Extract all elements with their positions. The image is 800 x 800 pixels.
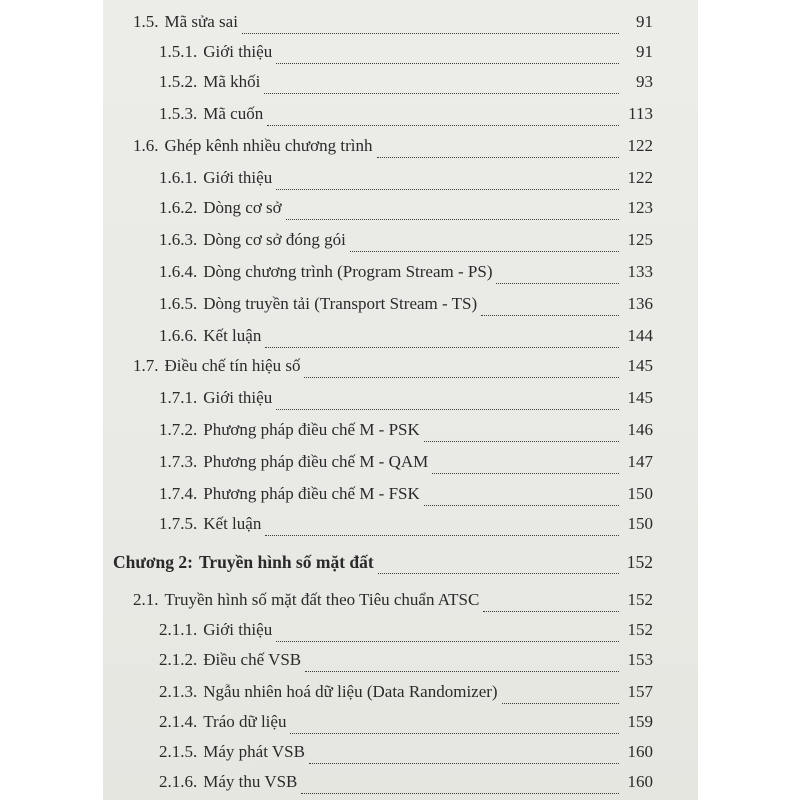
- toc-number: 2.1.5.: [159, 742, 198, 761]
- dot-leader: [276, 640, 619, 642]
- toc-page-number: 136: [627, 294, 653, 313]
- toc-page-number: 150: [627, 514, 653, 533]
- toc-title: Dòng cơ sở đóng gói: [203, 230, 346, 249]
- toc-subsection-entry: [159, 682, 653, 708]
- toc-title: Dòng truyền tải (Transport Stream - TS): [203, 294, 478, 313]
- toc-chapter-entry: [113, 552, 653, 578]
- toc-title: Phương pháp điều chế M - PSK: [203, 420, 420, 439]
- dot-leader: [481, 314, 619, 316]
- toc-subsection-entry: [159, 712, 653, 738]
- table-of-contents: [103, 0, 698, 800]
- toc-number: 1.5.: [133, 12, 159, 31]
- toc-title: Mã khối: [203, 72, 261, 91]
- toc-subsection-entry: [159, 104, 653, 130]
- toc-section-entry: [133, 590, 653, 616]
- toc-page-number: 91: [636, 12, 653, 31]
- toc-subsection-entry: [159, 168, 653, 194]
- toc-number: 1.7.4.: [159, 484, 198, 503]
- dot-leader: [290, 732, 619, 734]
- toc-page-number: 144: [627, 326, 653, 345]
- toc-number: 1.5.2.: [159, 72, 198, 91]
- toc-title: Điều chế tín hiệu số: [164, 356, 301, 375]
- dot-leader: [305, 670, 619, 672]
- toc-number: 1.7.: [133, 356, 159, 375]
- toc-subsection-entry: [159, 420, 653, 446]
- toc-page-number: 160: [627, 772, 653, 791]
- toc-title: Máy thu VSB: [203, 772, 298, 791]
- toc-title: Giới thiệu: [203, 42, 273, 61]
- toc-number: 1.7.2.: [159, 420, 198, 439]
- dot-leader: [378, 572, 619, 574]
- dot-leader: [276, 408, 619, 410]
- toc-subsection-entry: [159, 42, 653, 68]
- dot-leader: [301, 792, 619, 794]
- toc-number: 1.6.2.: [159, 198, 198, 217]
- toc-title: Dòng cơ sở: [203, 198, 282, 217]
- toc-page-number: 113: [628, 104, 653, 123]
- toc-page-number: 152: [626, 552, 653, 572]
- toc-title: Kết luận: [203, 326, 262, 345]
- dot-leader: [502, 702, 619, 704]
- toc-page-number: 125: [627, 230, 653, 249]
- toc-title: Điều chế VSB: [203, 650, 302, 669]
- toc-number: 2.1.4.: [159, 712, 198, 731]
- toc-page-number: 159: [627, 712, 653, 731]
- dot-leader: [286, 218, 619, 220]
- toc-page-number: 93: [636, 72, 653, 91]
- dot-leader: [276, 62, 619, 64]
- toc-page-number: 145: [627, 388, 653, 407]
- toc-title: Giới thiệu: [203, 168, 273, 187]
- toc-subsection-entry: [159, 484, 653, 510]
- toc-page-number: 91: [636, 42, 653, 61]
- toc-number: Chương 2:: [113, 552, 193, 572]
- toc-page-number: 152: [627, 590, 653, 609]
- toc-title: Ngẫu nhiên hoá dữ liệu (Data Randomizer): [203, 682, 498, 701]
- dot-leader: [265, 346, 619, 348]
- toc-subsection-entry: [159, 388, 653, 414]
- toc-number: 1.6.3.: [159, 230, 198, 249]
- dot-leader: [424, 504, 619, 506]
- toc-title: Dòng chương trình (Program Stream - PS): [203, 262, 493, 281]
- toc-page-number: 133: [627, 262, 653, 281]
- toc-number: 1.6.: [133, 136, 159, 155]
- toc-title: Phương pháp điều chế M - FSK: [203, 484, 420, 503]
- toc-subsection-entry: [159, 198, 653, 224]
- toc-number: 2.1.6.: [159, 772, 198, 791]
- dot-leader: [483, 610, 619, 612]
- toc-number: 2.1.1.: [159, 620, 198, 639]
- dot-leader: [242, 32, 619, 34]
- toc-number: 1.6.5.: [159, 294, 198, 313]
- dot-leader: [309, 762, 619, 764]
- toc-number: 1.6.1.: [159, 168, 198, 187]
- toc-subsection-entry: [159, 294, 653, 320]
- dot-leader: [304, 376, 619, 378]
- toc-page-number: 160: [627, 742, 653, 761]
- toc-page-number: 123: [627, 198, 653, 217]
- toc-number: 1.5.1.: [159, 42, 198, 61]
- toc-section-entry: [133, 12, 653, 38]
- toc-subsection-entry: [159, 650, 653, 676]
- toc-page-number: 146: [627, 420, 653, 439]
- toc-subsection-entry: [159, 514, 653, 540]
- dot-leader: [424, 440, 619, 442]
- toc-subsection-entry: [159, 620, 653, 646]
- book-page: [103, 0, 698, 800]
- toc-page-number: 122: [627, 136, 653, 155]
- toc-number: 1.7.5.: [159, 514, 198, 533]
- toc-page-number: 152: [627, 620, 653, 639]
- toc-subsection-entry: [159, 230, 653, 256]
- toc-number: 1.6.4.: [159, 262, 198, 281]
- toc-title: Tráo dữ liệu: [203, 712, 287, 731]
- toc-number: 2.1.2.: [159, 650, 198, 669]
- toc-subsection-entry: [159, 326, 653, 352]
- toc-page-number: 147: [627, 452, 653, 471]
- toc-title: Giới thiệu: [203, 620, 273, 639]
- toc-title: Mã cuốn: [203, 104, 264, 123]
- toc-title: Kết luận: [203, 514, 262, 533]
- toc-page-number: 150: [627, 484, 653, 503]
- dot-leader: [377, 156, 620, 158]
- toc-number: 1.7.3.: [159, 452, 198, 471]
- toc-subsection-entry: [159, 452, 653, 478]
- dot-leader: [276, 188, 619, 190]
- toc-section-entry: [133, 136, 653, 162]
- toc-subsection-entry: [159, 772, 653, 798]
- toc-subsection-entry: [159, 742, 653, 768]
- toc-title: Mã sửa sai: [164, 12, 238, 31]
- toc-page-number: 122: [627, 168, 653, 187]
- toc-title: Máy phát VSB: [203, 742, 305, 761]
- dot-leader: [265, 534, 619, 536]
- toc-number: 2.1.: [133, 590, 159, 609]
- toc-subsection-entry: [159, 262, 653, 288]
- toc-title: Truyền hình số mặt đất: [199, 552, 374, 572]
- toc-number: 1.7.1.: [159, 388, 198, 407]
- toc-title: Phương pháp điều chế M - QAM: [203, 452, 429, 471]
- dot-leader: [267, 124, 619, 126]
- dot-leader: [350, 250, 619, 252]
- toc-page-number: 153: [627, 650, 653, 669]
- toc-title: Ghép kênh nhiều chương trình: [164, 136, 373, 155]
- toc-number: 1.5.3.: [159, 104, 198, 123]
- toc-number: 1.6.6.: [159, 326, 198, 345]
- dot-leader: [264, 92, 619, 94]
- dot-leader: [496, 282, 619, 284]
- toc-page-number: 145: [627, 356, 653, 375]
- toc-number: 2.1.3.: [159, 682, 198, 701]
- toc-title: Truyền hình số mặt đất theo Tiêu chuẩn ATSC: [164, 590, 480, 609]
- toc-section-entry: [133, 356, 653, 382]
- dot-leader: [432, 472, 619, 474]
- toc-page-number: 157: [627, 682, 653, 701]
- toc-subsection-entry: [159, 72, 653, 98]
- toc-title: Giới thiệu: [203, 388, 273, 407]
